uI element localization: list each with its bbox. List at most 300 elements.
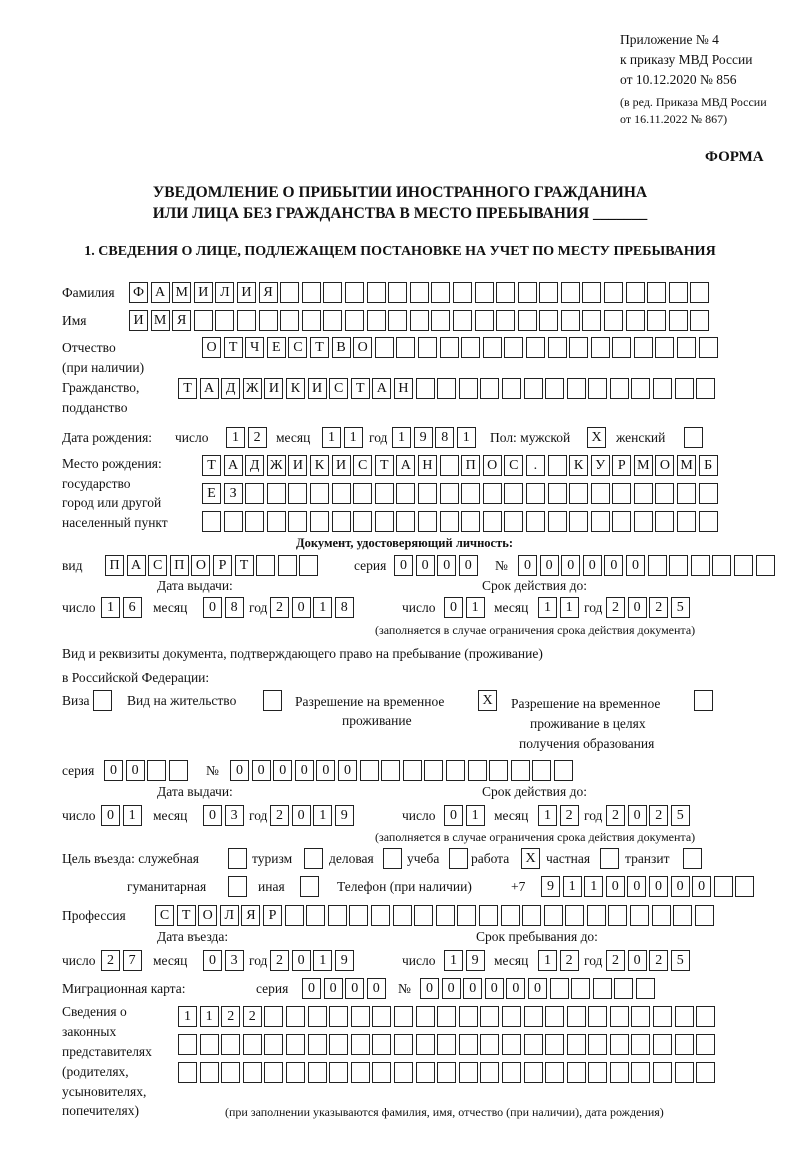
char-cell[interactable] — [696, 1062, 715, 1083]
char-cell[interactable] — [264, 1034, 283, 1055]
char-cell[interactable]: 0 — [627, 876, 646, 897]
char-cell[interactable] — [323, 310, 342, 331]
char-cell[interactable]: С — [155, 905, 174, 926]
char-cell[interactable] — [554, 760, 573, 781]
patronymic-field[interactable] — [202, 337, 720, 358]
char-cell[interactable]: Т — [224, 337, 243, 358]
char-cell[interactable] — [475, 310, 494, 331]
char-cell[interactable] — [694, 690, 713, 711]
char-cell[interactable] — [351, 1006, 370, 1027]
char-cell[interactable] — [367, 282, 386, 303]
char-cell[interactable]: И — [129, 310, 148, 331]
char-cell[interactable] — [591, 511, 610, 532]
char-cell[interactable]: С — [329, 378, 348, 399]
char-cell[interactable]: 0 — [345, 978, 364, 999]
char-cell[interactable] — [501, 905, 520, 926]
char-cell[interactable] — [567, 378, 586, 399]
char-cell[interactable]: А — [372, 378, 391, 399]
char-cell[interactable]: 0 — [583, 555, 602, 576]
char-cell[interactable]: 1 — [538, 950, 557, 971]
char-cell[interactable] — [699, 511, 718, 532]
char-cell[interactable] — [375, 511, 394, 532]
char-cell[interactable] — [489, 760, 508, 781]
char-cell[interactable] — [310, 511, 329, 532]
char-cell[interactable] — [567, 1006, 586, 1027]
char-cell[interactable] — [310, 483, 329, 504]
char-cell[interactable] — [237, 310, 256, 331]
char-cell[interactable] — [440, 511, 459, 532]
temporary-residence-education-checkbox[interactable] — [694, 690, 716, 711]
char-cell[interactable] — [351, 1062, 370, 1083]
char-cell[interactable] — [437, 378, 456, 399]
char-cell[interactable] — [381, 760, 400, 781]
char-cell[interactable]: 2 — [270, 950, 289, 971]
char-cell[interactable]: И — [288, 455, 307, 476]
char-cell[interactable]: У — [591, 455, 610, 476]
char-cell[interactable]: И — [308, 378, 327, 399]
char-cell[interactable] — [735, 876, 754, 897]
char-cell[interactable] — [371, 905, 390, 926]
char-cell[interactable]: 2 — [270, 597, 289, 618]
char-cell[interactable] — [224, 511, 243, 532]
char-cell[interactable] — [93, 690, 112, 711]
char-cell[interactable]: 0 — [506, 978, 525, 999]
stay-issue-day[interactable] — [101, 805, 144, 826]
char-cell[interactable] — [614, 978, 633, 999]
char-cell[interactable] — [496, 282, 515, 303]
char-cell[interactable]: 0 — [230, 760, 249, 781]
entry-day[interactable] — [101, 950, 144, 971]
char-cell[interactable]: Р — [213, 555, 232, 576]
char-cell[interactable] — [696, 1006, 715, 1027]
char-cell[interactable] — [504, 337, 523, 358]
char-cell[interactable]: 1 — [226, 427, 245, 448]
char-cell[interactable] — [526, 483, 545, 504]
char-cell[interactable] — [304, 848, 323, 869]
char-cell[interactable] — [345, 282, 364, 303]
id-valid-day[interactable] — [444, 597, 487, 618]
char-cell[interactable] — [675, 1006, 694, 1027]
char-cell[interactable] — [299, 555, 318, 576]
stay-until-month[interactable] — [538, 950, 581, 971]
char-cell[interactable] — [243, 1034, 262, 1055]
char-cell[interactable] — [526, 511, 545, 532]
id-issue-year[interactable] — [270, 597, 356, 618]
char-cell[interactable]: О — [202, 337, 221, 358]
char-cell[interactable] — [502, 1006, 521, 1027]
char-cell[interactable] — [524, 378, 543, 399]
char-cell[interactable] — [634, 511, 653, 532]
char-cell[interactable] — [245, 483, 264, 504]
char-cell[interactable]: И — [194, 282, 213, 303]
char-cell[interactable] — [178, 1062, 197, 1083]
stay-issue-month[interactable] — [203, 805, 246, 826]
char-cell[interactable] — [453, 310, 472, 331]
char-cell[interactable] — [323, 282, 342, 303]
char-cell[interactable] — [329, 1062, 348, 1083]
char-cell[interactable]: Ж — [243, 378, 262, 399]
char-cell[interactable] — [475, 282, 494, 303]
char-cell[interactable] — [468, 760, 487, 781]
char-cell[interactable] — [567, 1034, 586, 1055]
char-cell[interactable] — [669, 282, 688, 303]
char-cell[interactable]: 0 — [628, 805, 647, 826]
char-cell[interactable] — [582, 310, 601, 331]
char-cell[interactable]: А — [224, 455, 243, 476]
char-cell[interactable]: 1 — [392, 427, 411, 448]
char-cell[interactable] — [286, 1006, 305, 1027]
char-cell[interactable]: 1 — [538, 805, 557, 826]
char-cell[interactable] — [388, 282, 407, 303]
char-cell[interactable] — [437, 1034, 456, 1055]
char-cell[interactable]: Д — [245, 455, 264, 476]
char-cell[interactable]: 0 — [671, 876, 690, 897]
char-cell[interactable] — [696, 378, 715, 399]
char-cell[interactable]: 0 — [324, 978, 343, 999]
char-cell[interactable] — [286, 1062, 305, 1083]
char-cell[interactable] — [418, 511, 437, 532]
char-cell[interactable] — [215, 310, 234, 331]
char-cell[interactable]: 1 — [538, 597, 557, 618]
purpose-private-checkbox[interactable] — [600, 848, 622, 869]
char-cell[interactable]: 0 — [302, 978, 321, 999]
char-cell[interactable]: 5 — [671, 805, 690, 826]
char-cell[interactable] — [431, 310, 450, 331]
char-cell[interactable] — [610, 1006, 629, 1027]
char-cell[interactable] — [612, 337, 631, 358]
char-cell[interactable]: А — [200, 378, 219, 399]
char-cell[interactable] — [653, 378, 672, 399]
char-cell[interactable] — [526, 337, 545, 358]
char-cell[interactable]: О — [198, 905, 217, 926]
char-cell[interactable]: А — [127, 555, 146, 576]
char-cell[interactable] — [610, 1034, 629, 1055]
char-cell[interactable] — [459, 1006, 478, 1027]
char-cell[interactable] — [264, 1006, 283, 1027]
birthplace-field-1[interactable] — [202, 455, 720, 476]
char-cell[interactable]: 9 — [335, 805, 354, 826]
char-cell[interactable]: 0 — [444, 597, 463, 618]
char-cell[interactable]: Л — [215, 282, 234, 303]
char-cell[interactable] — [461, 483, 480, 504]
char-cell[interactable]: 2 — [606, 950, 625, 971]
char-cell[interactable]: 0 — [273, 760, 292, 781]
char-cell[interactable]: Н — [394, 378, 413, 399]
char-cell[interactable] — [349, 905, 368, 926]
char-cell[interactable]: 2 — [606, 805, 625, 826]
char-cell[interactable] — [394, 1034, 413, 1055]
stay-until-day[interactable] — [444, 950, 487, 971]
char-cell[interactable] — [647, 282, 666, 303]
char-cell[interactable]: X — [478, 690, 497, 711]
char-cell[interactable]: П — [170, 555, 189, 576]
char-cell[interactable] — [483, 337, 502, 358]
char-cell[interactable] — [393, 905, 412, 926]
char-cell[interactable] — [712, 555, 731, 576]
char-cell[interactable]: 2 — [270, 805, 289, 826]
char-cell[interactable] — [453, 282, 472, 303]
char-cell[interactable]: Н — [418, 455, 437, 476]
char-cell[interactable] — [675, 1034, 694, 1055]
purpose-transit-checkbox[interactable] — [683, 848, 705, 869]
char-cell[interactable]: . — [526, 455, 545, 476]
char-cell[interactable] — [677, 483, 696, 504]
char-cell[interactable]: 2 — [649, 950, 668, 971]
char-cell[interactable] — [396, 511, 415, 532]
char-cell[interactable] — [329, 1034, 348, 1055]
char-cell[interactable] — [483, 511, 502, 532]
char-cell[interactable] — [345, 310, 364, 331]
char-cell[interactable] — [416, 378, 435, 399]
char-cell[interactable]: В — [332, 337, 351, 358]
char-cell[interactable]: Ф — [129, 282, 148, 303]
char-cell[interactable] — [302, 310, 321, 331]
char-cell[interactable] — [353, 483, 372, 504]
char-cell[interactable]: О — [353, 337, 372, 358]
char-cell[interactable] — [169, 760, 188, 781]
char-cell[interactable] — [522, 905, 541, 926]
char-cell[interactable]: 0 — [444, 805, 463, 826]
char-cell[interactable]: 0 — [295, 760, 314, 781]
char-cell[interactable]: X — [587, 427, 606, 448]
char-cell[interactable]: 0 — [292, 950, 311, 971]
char-cell[interactable] — [647, 310, 666, 331]
char-cell[interactable] — [440, 337, 459, 358]
char-cell[interactable] — [653, 1034, 672, 1055]
char-cell[interactable] — [696, 1034, 715, 1055]
char-cell[interactable]: 0 — [528, 978, 547, 999]
char-cell[interactable]: С — [504, 455, 523, 476]
char-cell[interactable]: 8 — [225, 597, 244, 618]
char-cell[interactable] — [588, 1034, 607, 1055]
stay-number-field[interactable] — [230, 760, 576, 781]
char-cell[interactable]: Ч — [245, 337, 264, 358]
char-cell[interactable] — [545, 1062, 564, 1083]
char-cell[interactable]: 0 — [203, 950, 222, 971]
id-valid-year[interactable] — [606, 597, 692, 618]
char-cell[interactable] — [569, 337, 588, 358]
char-cell[interactable] — [539, 282, 558, 303]
char-cell[interactable] — [690, 310, 709, 331]
char-cell[interactable]: 2 — [560, 805, 579, 826]
char-cell[interactable] — [648, 555, 667, 576]
char-cell[interactable] — [504, 511, 523, 532]
char-cell[interactable] — [394, 1006, 413, 1027]
birth-year-field[interactable] — [392, 427, 478, 448]
char-cell[interactable]: О — [191, 555, 210, 576]
id-series-field[interactable] — [394, 555, 480, 576]
char-cell[interactable] — [511, 760, 530, 781]
char-cell[interactable]: П — [105, 555, 124, 576]
char-cell[interactable] — [375, 337, 394, 358]
char-cell[interactable] — [329, 1006, 348, 1027]
char-cell[interactable] — [524, 1006, 543, 1027]
char-cell[interactable]: И — [332, 455, 351, 476]
char-cell[interactable]: 1 — [313, 805, 332, 826]
char-cell[interactable]: 3 — [225, 950, 244, 971]
char-cell[interactable]: 0 — [316, 760, 335, 781]
char-cell[interactable] — [571, 978, 590, 999]
char-cell[interactable] — [631, 1034, 650, 1055]
char-cell[interactable] — [372, 1062, 391, 1083]
name-field[interactable] — [129, 310, 712, 331]
char-cell[interactable]: 1 — [457, 427, 476, 448]
entry-month[interactable] — [203, 950, 246, 971]
char-cell[interactable]: М — [172, 282, 191, 303]
char-cell[interactable] — [414, 905, 433, 926]
char-cell[interactable] — [612, 511, 631, 532]
char-cell[interactable] — [446, 760, 465, 781]
char-cell[interactable]: М — [677, 455, 696, 476]
char-cell[interactable] — [587, 905, 606, 926]
char-cell[interactable] — [582, 282, 601, 303]
char-cell[interactable] — [396, 337, 415, 358]
char-cell[interactable] — [403, 760, 422, 781]
char-cell[interactable] — [431, 282, 450, 303]
char-cell[interactable]: 2 — [649, 597, 668, 618]
char-cell[interactable] — [372, 1006, 391, 1027]
char-cell[interactable] — [480, 378, 499, 399]
char-cell[interactable] — [655, 337, 674, 358]
char-cell[interactable]: 0 — [628, 597, 647, 618]
char-cell[interactable] — [228, 848, 247, 869]
char-cell[interactable] — [285, 905, 304, 926]
char-cell[interactable]: М — [634, 455, 653, 476]
representatives-field-1[interactable] — [178, 1006, 718, 1027]
char-cell[interactable] — [300, 876, 319, 897]
char-cell[interactable] — [437, 1006, 456, 1027]
char-cell[interactable]: 5 — [671, 597, 690, 618]
char-cell[interactable] — [550, 978, 569, 999]
char-cell[interactable] — [548, 483, 567, 504]
char-cell[interactable]: 0 — [292, 597, 311, 618]
char-cell[interactable]: 1 — [466, 597, 485, 618]
birthplace-field-2[interactable] — [202, 483, 720, 504]
char-cell[interactable] — [410, 310, 429, 331]
char-cell[interactable] — [567, 1062, 586, 1083]
char-cell[interactable] — [604, 282, 623, 303]
char-cell[interactable] — [459, 1062, 478, 1083]
char-cell[interactable] — [604, 310, 623, 331]
char-cell[interactable] — [591, 337, 610, 358]
char-cell[interactable]: Б — [699, 455, 718, 476]
char-cell[interactable] — [669, 310, 688, 331]
char-cell[interactable]: К — [569, 455, 588, 476]
char-cell[interactable] — [147, 760, 166, 781]
char-cell[interactable] — [631, 378, 650, 399]
char-cell[interactable] — [308, 1034, 327, 1055]
char-cell[interactable] — [532, 760, 551, 781]
char-cell[interactable] — [502, 378, 521, 399]
char-cell[interactable]: 0 — [463, 978, 482, 999]
char-cell[interactable] — [518, 282, 537, 303]
char-cell[interactable] — [256, 555, 275, 576]
sex-female-checkbox[interactable] — [684, 427, 706, 448]
char-cell[interactable]: 2 — [248, 427, 267, 448]
char-cell[interactable] — [673, 905, 692, 926]
char-cell[interactable]: 1 — [322, 427, 341, 448]
char-cell[interactable] — [383, 848, 402, 869]
char-cell[interactable]: 2 — [649, 805, 668, 826]
char-cell[interactable] — [436, 905, 455, 926]
char-cell[interactable] — [588, 1006, 607, 1027]
char-cell[interactable] — [396, 483, 415, 504]
char-cell[interactable]: 0 — [252, 760, 271, 781]
id-issue-month[interactable] — [203, 597, 246, 618]
char-cell[interactable]: Е — [267, 337, 286, 358]
stay-until-year[interactable] — [606, 950, 692, 971]
stay-valid-day[interactable] — [444, 805, 487, 826]
char-cell[interactable]: 1 — [101, 597, 120, 618]
purpose-other-checkbox[interactable] — [300, 876, 322, 897]
char-cell[interactable] — [480, 1006, 499, 1027]
char-cell[interactable] — [457, 905, 476, 926]
char-cell[interactable]: Е — [202, 483, 221, 504]
char-cell[interactable] — [630, 905, 649, 926]
char-cell[interactable] — [677, 511, 696, 532]
char-cell[interactable]: 0 — [420, 978, 439, 999]
char-cell[interactable] — [734, 555, 753, 576]
char-cell[interactable] — [353, 511, 372, 532]
char-cell[interactable] — [480, 1034, 499, 1055]
representatives-field-3[interactable] — [178, 1062, 718, 1083]
char-cell[interactable] — [372, 1034, 391, 1055]
char-cell[interactable] — [202, 511, 221, 532]
char-cell[interactable]: О — [655, 455, 674, 476]
char-cell[interactable] — [360, 760, 379, 781]
char-cell[interactable] — [518, 310, 537, 331]
char-cell[interactable]: Я — [241, 905, 260, 926]
char-cell[interactable]: 1 — [178, 1006, 197, 1027]
representatives-field-2[interactable] — [178, 1034, 718, 1055]
char-cell[interactable]: С — [148, 555, 167, 576]
char-cell[interactable]: С — [288, 337, 307, 358]
char-cell[interactable] — [634, 483, 653, 504]
char-cell[interactable] — [264, 1062, 283, 1083]
char-cell[interactable] — [375, 483, 394, 504]
char-cell[interactable]: 0 — [649, 876, 668, 897]
char-cell[interactable]: 0 — [338, 760, 357, 781]
char-cell[interactable]: 9 — [541, 876, 560, 897]
char-cell[interactable] — [756, 555, 775, 576]
char-cell[interactable] — [699, 483, 718, 504]
purpose-tourism-checkbox[interactable] — [304, 848, 326, 869]
char-cell[interactable] — [308, 1062, 327, 1083]
char-cell[interactable] — [655, 483, 674, 504]
char-cell[interactable] — [631, 1006, 650, 1027]
char-cell[interactable]: 0 — [485, 978, 504, 999]
char-cell[interactable] — [569, 511, 588, 532]
char-cell[interactable] — [588, 1062, 607, 1083]
char-cell[interactable] — [561, 310, 580, 331]
char-cell[interactable]: 0 — [203, 805, 222, 826]
char-cell[interactable] — [496, 310, 515, 331]
char-cell[interactable] — [288, 483, 307, 504]
birth-month-field[interactable] — [322, 427, 365, 448]
char-cell[interactable]: С — [353, 455, 372, 476]
char-cell[interactable] — [653, 1006, 672, 1027]
char-cell[interactable]: 1 — [560, 597, 579, 618]
char-cell[interactable] — [416, 1062, 435, 1083]
char-cell[interactable] — [544, 905, 563, 926]
id-issue-day[interactable] — [101, 597, 144, 618]
char-cell[interactable] — [652, 905, 671, 926]
char-cell[interactable] — [699, 337, 718, 358]
char-cell[interactable] — [449, 848, 468, 869]
char-cell[interactable] — [675, 1062, 694, 1083]
char-cell[interactable] — [695, 905, 714, 926]
char-cell[interactable] — [539, 310, 558, 331]
